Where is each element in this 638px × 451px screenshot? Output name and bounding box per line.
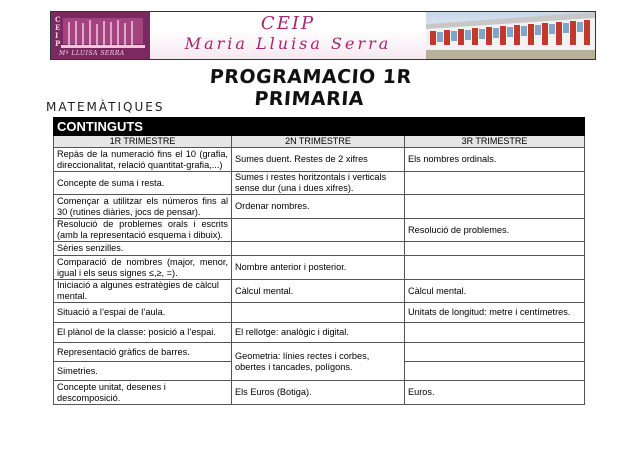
table-cell: Iniciació a algunes estratègies de càlcul mental. <box>54 280 232 303</box>
column-header: 3R TRIMESTRE <box>405 136 585 148</box>
table-title: CONTINGUTS <box>54 118 585 136</box>
table-cell: Sumes i restes horitzontals i verticals sense dur (una i dues xifres). <box>232 172 405 195</box>
table-cell: El rellotge: analògic i digital. <box>232 323 405 343</box>
column-header: 2N TRIMESTRE <box>232 136 405 148</box>
table-cell: Ordenar nombres. <box>232 195 405 219</box>
table-row <box>54 280 585 303</box>
subject-title: MATEMÀTIQUES <box>46 100 165 114</box>
table-cell <box>405 242 585 256</box>
header-banner <box>50 11 596 60</box>
table-row <box>54 381 585 405</box>
table-cell: Situació a l’espai de l’aula. <box>54 303 232 323</box>
contents-table <box>53 117 585 405</box>
table-cell: Geometria: línies rectes i corbes, obertes i tancades, polígons. <box>232 343 405 381</box>
table-cell: Concepte de suma i resta. <box>54 172 232 195</box>
table-cell: Sèries senzilles. <box>54 242 232 256</box>
table-cell <box>405 343 585 362</box>
table-cell: Resolució de problemes orals i escrits (amb la representació esquema i dibuix). <box>54 219 232 242</box>
table-header-row <box>54 136 585 148</box>
table-row <box>54 323 585 343</box>
table-row <box>54 219 585 242</box>
table-cell: Començar a utilitzar els números fins al 30 (rutines diàries, jocs de pensar). <box>54 195 232 219</box>
banner-title-area <box>150 12 426 59</box>
table-cell: Comparació de nombres (major, menor, igual i els seus signes ≤,≥, =). <box>54 256 232 280</box>
table-row <box>54 343 585 362</box>
table-cell: Càlcul mental. <box>232 280 405 303</box>
table-cell: Repàs de la numeració fins el 10 (grafia, direccionalitat, relació quantitat-grafia,...) <box>54 148 232 172</box>
table-row <box>54 303 585 323</box>
table-cell: Càlcul mental. <box>405 280 585 303</box>
table-row <box>54 242 585 256</box>
table-row <box>54 256 585 280</box>
table-cell <box>232 242 405 256</box>
table-cell: Els Euros (Botiga). <box>232 381 405 405</box>
table-cell: Sumes duent. Restes de 2 xifres <box>232 148 405 172</box>
table-cell: Nombre anterior i posterior. <box>232 256 405 280</box>
table-cell: Simetries. <box>54 362 232 381</box>
school-acronym: CEIP <box>260 13 316 34</box>
table-cell <box>232 219 405 242</box>
table-cell: Unitats de longitud: metre i centímetres. <box>405 303 585 323</box>
column-header: 1R TRIMESTRE <box>54 136 232 148</box>
program-title: PROGRAMACIO 1R PRIMARIA <box>209 66 413 110</box>
table-cell: Concepte unitat, desenes i descomposició. <box>54 381 232 405</box>
table-cell: Resolució de problemes. <box>405 219 585 242</box>
school-logo <box>51 12 150 59</box>
table-cell: El plànol de la classe: posició a l’espai. <box>54 323 232 343</box>
table-row <box>54 148 585 172</box>
table-row <box>54 195 585 219</box>
table-cell: Euros. <box>405 381 585 405</box>
school-building-photo <box>426 12 595 59</box>
table-cell <box>232 303 405 323</box>
table-cell: Representació gràfics de barres. <box>54 343 232 362</box>
table-cell <box>405 172 585 195</box>
table-cell <box>405 256 585 280</box>
logo-footer-text: Mª LLUISA SERRA <box>59 50 125 57</box>
table-cell <box>405 195 585 219</box>
table-row <box>54 172 585 195</box>
table-cell <box>405 323 585 343</box>
table-cell: Els nombres ordinals. <box>405 148 585 172</box>
logo-letters: C E I P <box>55 15 61 48</box>
table-title-row <box>54 118 585 136</box>
table-cell <box>405 362 585 381</box>
school-name: Maria Lluisa Serra <box>184 34 392 53</box>
